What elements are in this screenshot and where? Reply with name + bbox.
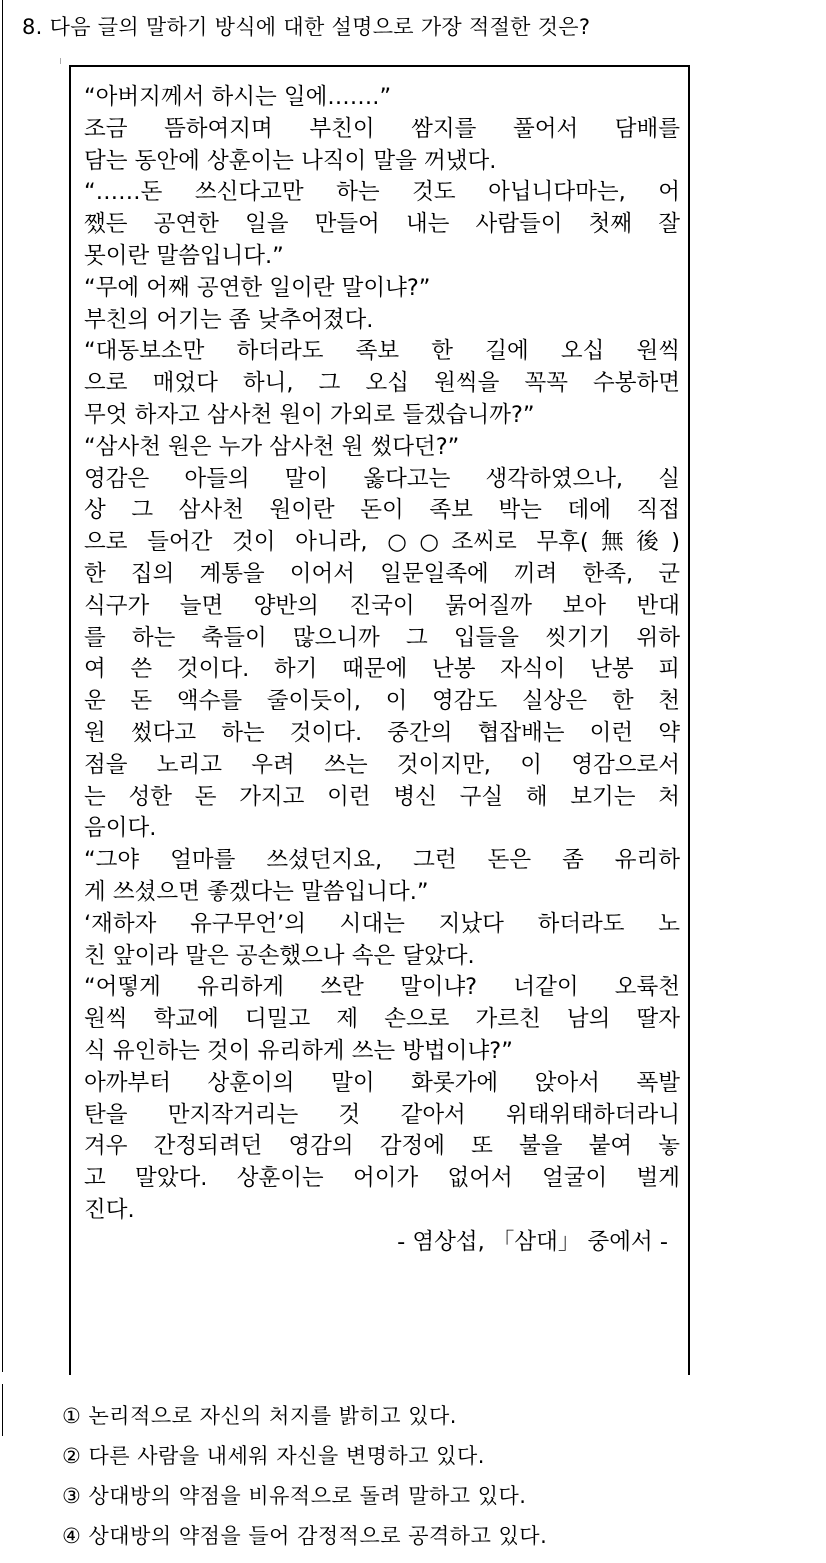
passage-line: 겨우 간정되려던 영감의 감정에 또 불을 붙여 놓 xyxy=(84,1133,680,1160)
passage-line: “그야 얼마를 쓰셨던지요, 그런 돈은 좀 유리하 xyxy=(84,847,680,874)
passage-line: 고 말았다. 상훈이는 어이가 없어서 얼굴이 벌게 xyxy=(84,1165,680,1192)
choice-3[interactable]: ③ 상대방의 약점을 비유적으로 돌려 말하고 있다. xyxy=(62,1484,527,1508)
passage-line: “아버지께서 하시는 일에…….” xyxy=(84,84,392,110)
choice-4[interactable]: ④ 상대방의 약점을 들어 감정적으로 공격하고 있다. xyxy=(62,1524,548,1548)
passage-line: 음이다. xyxy=(84,815,157,842)
passage-line: 를 하는 축들이 많으니까 그 입들을 씻기기 위하 xyxy=(84,624,680,651)
left-margin-rule xyxy=(2,0,3,1372)
passage-line: 으로 들어간 것이 아니라, ○○조씨로 무후(無後) xyxy=(84,529,680,556)
passage-line: 원씩 학교에 디밀고 제 손으로 가르친 남의 딸자 xyxy=(84,1006,680,1033)
passage-line: ‘재하자 유구무언’의 시대는 지났다 하더라도 노 xyxy=(84,910,680,937)
choice-2[interactable]: ② 다른 사람을 내세워 자신을 변명하고 있다. xyxy=(62,1444,485,1468)
passage-line: 식 유인하는 것이 유리하게 쓰는 방법이냐?” xyxy=(84,1037,513,1064)
passage-line: “……돈 쓰신다고만 하는 것도 아닙니다마는, 어 xyxy=(84,179,680,206)
passage-line: 아까부터 상훈이의 말이 화롯가에 앉아서 폭발 xyxy=(84,1069,680,1096)
margin-tick-mark xyxy=(60,58,61,64)
passage-source: - 염상섭, 「삼대」 중에서 - xyxy=(397,1228,668,1255)
answer-choices xyxy=(62,1396,822,1556)
passage-line: “어떻게 유리하게 쓰란 말이냐? 너같이 오륙천 xyxy=(84,974,680,1001)
question-stem: 8. 다음 글의 말하기 방식에 대한 설명으로 가장 적절한 것은? xyxy=(22,15,591,39)
passage-line: 영감은 아들의 말이 옳다고는 생각하였으나, 실 xyxy=(84,465,680,492)
passage-line: 점을 노리고 우려 쓰는 것이지만, 이 영감으로서 xyxy=(84,751,680,778)
passage-line: 진다. xyxy=(84,1196,135,1223)
passage-line: 게 쓰셨으면 좋겠다는 말씀입니다.” xyxy=(84,878,429,905)
passage-line: 한 집의 계통을 이어서 일문일족에 끼려 한족, 군 xyxy=(84,560,680,587)
passage-line: 여 쓴 것이다. 하기 때문에 난봉 자식이 난봉 피 xyxy=(84,656,680,683)
passage-line: 조금 뜸하여지며 부친이 쌈지를 풀어서 담배를 xyxy=(84,115,680,142)
passage-line: “삼사천 원은 누가 삼사천 원 썼다던?” xyxy=(84,433,460,460)
left-margin-rule-lower xyxy=(2,1384,3,1436)
passage-line: 담는 동안에 상훈이는 나직이 말을 꺼냈다. xyxy=(84,147,497,174)
passage-line: “무에 어째 공연한 일이란 말이냐?” xyxy=(84,274,431,301)
passage-line: 무엇 하자고 삼사천 원이 가외로 들겠습니까?” xyxy=(84,401,535,428)
passage-line: 친 앞이라 말은 공손했으나 속은 달았다. xyxy=(84,942,475,969)
choice-1[interactable]: ① 논리적으로 자신의 처지를 밝히고 있다. xyxy=(62,1404,457,1428)
passage-line: 원 썼다고 하는 것이다. 중간의 협잡배는 이런 약 xyxy=(84,719,680,746)
passage-line: 탄을 만지작거리는 것 같아서 위태위태하더라니 xyxy=(84,1101,680,1128)
passage-line: 식구가 늘면 양반의 진국이 묽어질까 보아 반대 xyxy=(84,592,680,619)
passage-line: 는 성한 돈 가지고 이런 병신 구실 해 보기는 처 xyxy=(84,783,680,810)
passage-line: 쨌든 공연한 일을 만들어 내는 사람들이 첫째 잘 xyxy=(84,211,680,238)
passage-line: 으로 매었다 하니, 그 오십 원씩을 꼭꼭 수봉하면 xyxy=(84,370,680,397)
passage-line: 못이란 말씀입니다.” xyxy=(84,242,284,269)
passage-line: 상 그 삼사천 원이란 돈이 족보 박는 데에 직접 xyxy=(84,497,680,524)
passage-text xyxy=(84,82,680,1258)
passage-line: 부친의 어기는 좀 낮추어졌다. xyxy=(84,306,374,333)
passage-line: “대동보소만 하더라도 족보 한 길에 오십 원씩 xyxy=(84,338,680,365)
passage-line: 운 돈 액수를 줄이듯이, 이 영감도 실상은 한 천 xyxy=(84,688,680,715)
